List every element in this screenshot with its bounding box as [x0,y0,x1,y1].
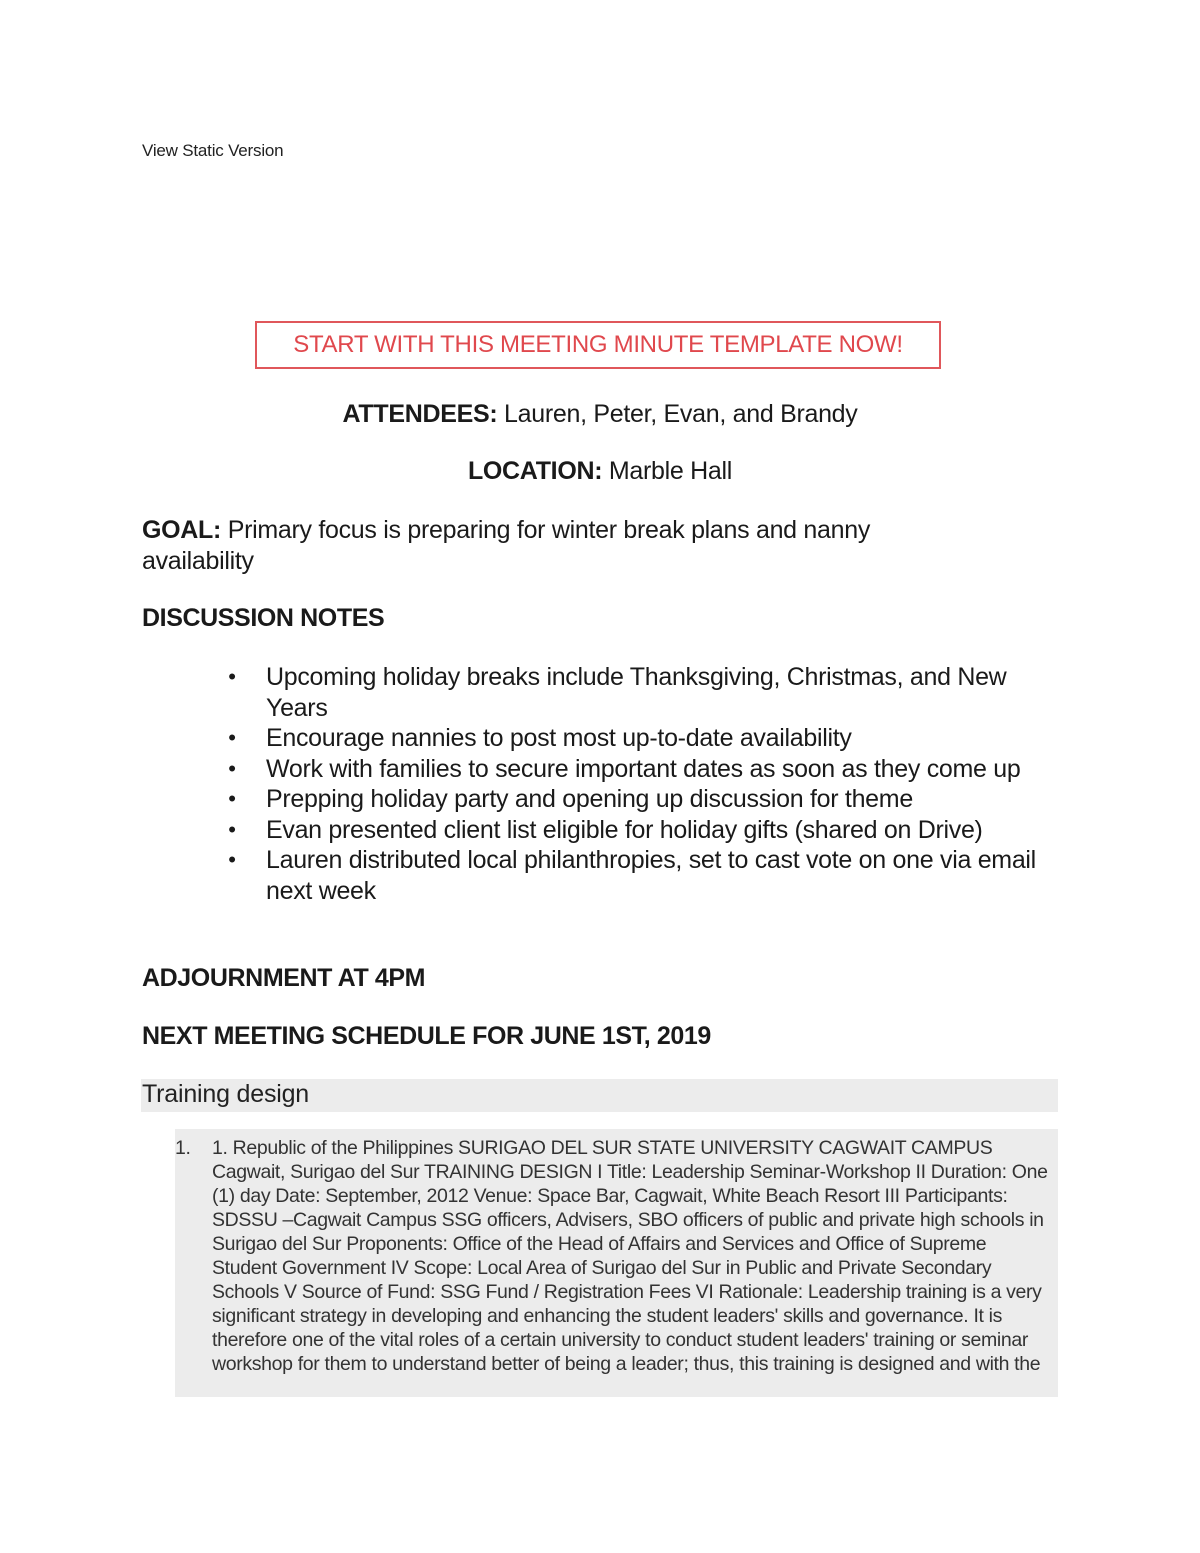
bullet-icon: • [228,755,236,781]
list-item-text: Work with families to secure important dates as soon as they come up [266,754,1021,783]
bullet-icon: • [228,816,236,842]
list-item [225,662,1055,723]
view-static-version-link[interactable]: View Static Version [142,141,284,160]
template-cta-button[interactable] [255,321,941,369]
attendees-label: ATTENDEES: [342,400,498,428]
bullet-icon: • [228,664,236,689]
list-item-text: Evan presented client list eligible for holiday gifts (shared on Drive) [266,815,983,844]
list-item-text: Prepping holiday party and opening up discussion for theme [266,785,913,813]
list-item-text: Lauren distributed local philanthropies, set to cast vote on one via email next week [266,846,1036,905]
list-item [225,784,1055,815]
goal-value: Primary focus is preparing for winter break plans and nanny availability [142,516,871,575]
list-item-text: Upcoming holiday breaks include Thanksgiving, Christmas, and New Years [266,663,1007,722]
goal-paragraph [142,515,962,577]
bullet-icon: • [228,786,236,811]
list-item [225,723,1055,754]
adjournment-heading: ADJOURNMENT AT 4PM [142,964,426,992]
list-item-text: Encourage nannies to post most up-to-date availability [266,724,852,752]
location-value: Marble Hall [608,457,733,485]
discussion-notes-heading: DISCUSSION NOTES [142,604,385,632]
goal-label: GOAL: [142,516,222,544]
training-design-title: Training design [142,1080,310,1108]
location-label: LOCATION: [467,457,603,485]
discussion-notes-list [225,662,1055,906]
list-item-number: 1. [175,1137,191,1159]
list-item-text: 1. Republic of the Philippines SURIGAO DEL SUR STATE UNIVERSITY CAGWAIT CAMPUS Cagwait, Surigao del Sur TRAINING DESIGN I Title: Leadership Seminar-Workshop II Duration: One (1) day Date: September, 2012 Venue: Space Bar, Cagwait, White Beach Resort III Participants: SDSSU –Cagwait Campus SSG officers, Advisers, SBO officers of public and private high schools in Surigao del Sur Proponents: Office of the Head of Affairs and Services and Office of Supreme Student Government IV Scope: Local Area of Surigao del Sur in Public and Private Secondary Schools V Source of Fund: SSG Fund / Registration Fees VI Rationale: Leadership training is a very significant strategy in developing and enhancing the student leaders' skills and governance. It is therefore one of the vital roles of a certain university to conduct student leaders' training or seminar workshop for them to understand better of being a leader; thus, this training is designed and with the [212,1137,1048,1375]
training-design-section [141,1079,1058,1397]
cta-label: START WITH THIS MEETING MINUTE TEMPLATE NOW! [293,331,903,358]
list-item [225,815,1055,846]
list-item [175,1136,1055,1376]
list-item [225,845,1055,906]
bullet-icon: • [228,725,236,750]
training-design-list [175,1136,1055,1376]
next-meeting-heading: NEXT MEETING SCHEDULE FOR JUNE 1ST, 2019 [142,1022,711,1050]
list-item [225,754,1055,785]
location-line [0,457,1200,486]
bullet-icon: • [228,847,236,872]
attendees-line [0,400,1200,429]
attendees-value: Lauren, Peter, Evan, and Brandy [504,400,858,428]
